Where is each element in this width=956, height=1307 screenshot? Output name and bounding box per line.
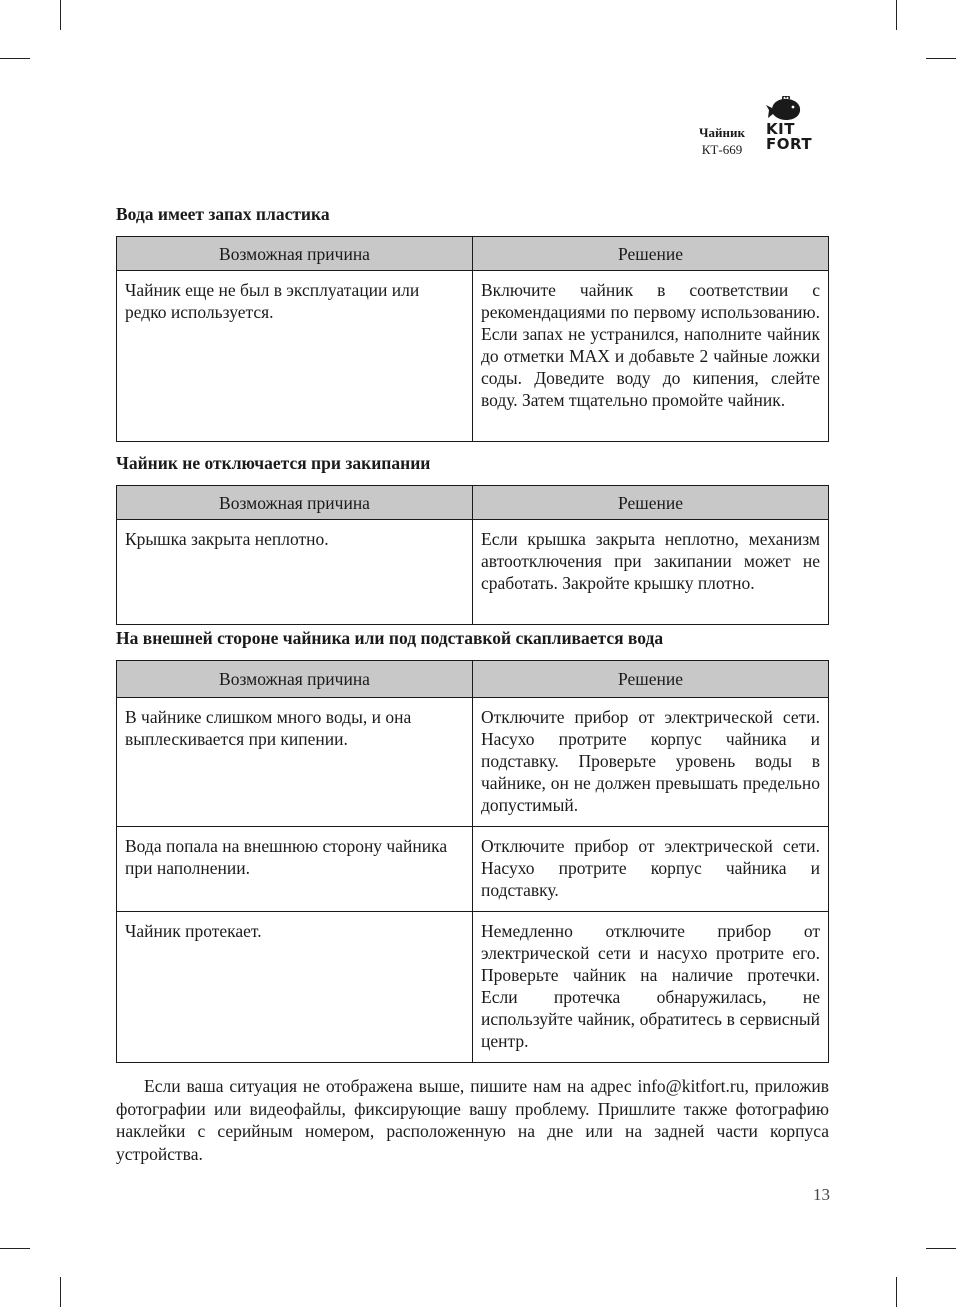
page-header <box>690 96 830 158</box>
solution-cell: Отключите прибор от электрической сети. Насухо протрите корпус чайника и подставку. Проверьте уровень воды в чайнике, он не должен превышать предельно допустимый. <box>473 698 829 827</box>
table-row <box>117 912 829 1063</box>
table-row <box>117 520 829 625</box>
solution-cell: Отключите прибор от электрической сети. Насухо протрите корпус чайника и подставку. <box>473 827 829 912</box>
brand-line1: KIT <box>766 120 795 138</box>
section-title: Вода имеет запах пластика <box>116 204 330 224</box>
table-header-row <box>117 661 829 698</box>
column-header-cause: Возможная причина <box>117 237 473 271</box>
contact-paragraph: Если ваша ситуация не отображена выше, пишите нам на адрес info@kitfort.ru, приложив фотографии или видеофайлы, фиксирующие вашу проблему. Пришлите также фотографию наклейки с серийным номером, расположенную на дне или на задней части корпуса устройства. <box>116 1076 829 1164</box>
column-header-solution: Решение <box>473 661 829 698</box>
crop-mark <box>60 0 61 30</box>
column-header-cause: Возможная причина <box>117 486 473 520</box>
crop-mark <box>0 58 30 59</box>
cause-cell: В чайнике слишком много воды, и она выплескивается при кипении. <box>117 698 473 827</box>
product-name: Чайник <box>698 125 745 140</box>
cause-cell: Вода попала на внешнюю сторону чайника при наполнении. <box>117 827 473 912</box>
solution-cell: Включите чайник в соответствии с рекомендациями по первому использованию. Если запах не устранился, наполните чайник до отметки MAX и добавьте 2 чайные ложки соды. Доведите воду до кипения, слейте воду. Затем тщательно промойте чайник. <box>473 271 829 442</box>
crop-mark <box>896 1277 897 1307</box>
column-header-cause: Возможная причина <box>117 661 473 698</box>
troubleshooting-table <box>116 485 829 625</box>
troubleshooting-table <box>116 660 829 1063</box>
cause-cell: Чайник еще не был в эксплуатации или редко используется. <box>117 271 473 442</box>
solution-cell: Если крышка закрыта неплотно, механизм автоотключения при закипании может не сработать. Закройте крышку плотно. <box>473 520 829 625</box>
column-header-solution: Решение <box>473 237 829 271</box>
troubleshooting-table <box>116 236 829 442</box>
solution-cell: Немедленно отключите прибор от электрической сети и насухо протрите его. Проверьте чайник на наличие протечки. Если протечка обнаружилась, не используйте чайник, обратитесь в сервисный центр. <box>473 912 829 1063</box>
table-row <box>117 271 829 442</box>
crop-mark <box>896 0 897 30</box>
table-row <box>117 827 829 912</box>
column-header-solution: Решение <box>473 486 829 520</box>
crop-mark <box>926 1248 956 1249</box>
crop-mark <box>60 1277 61 1307</box>
cause-cell: Крышка закрыта неплотно. <box>117 520 473 625</box>
whale-icon <box>766 96 804 122</box>
product-label <box>690 124 754 158</box>
page-number: 13 <box>813 1185 830 1204</box>
table-header-row <box>117 237 829 271</box>
table-row <box>117 698 829 827</box>
section-title: На внешней стороне чайника или под подставкой скапливается вода <box>116 628 664 648</box>
section-title: Чайник не отключается при закипании <box>116 453 431 473</box>
kitfort-logo <box>766 96 830 152</box>
product-model: КТ-669 <box>701 142 743 157</box>
crop-mark <box>0 1248 30 1249</box>
table-header-row <box>117 486 829 520</box>
crop-mark <box>926 58 956 59</box>
brand-line2: FORT <box>766 135 813 153</box>
cause-cell: Чайник протекает. <box>117 912 473 1063</box>
